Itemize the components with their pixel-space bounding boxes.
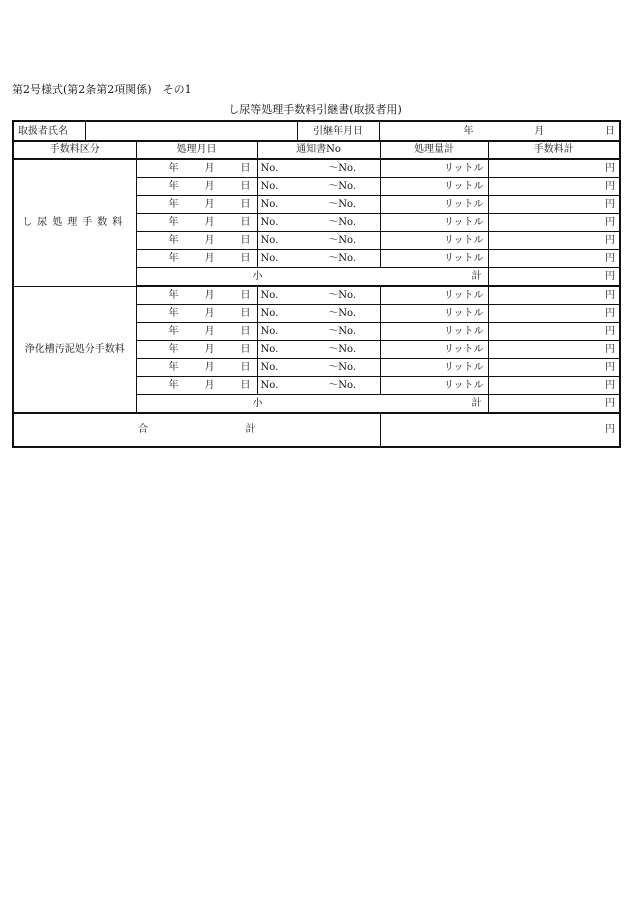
fee-cell[interactable]: 円 xyxy=(488,196,620,214)
table-row xyxy=(13,286,620,305)
volume-cell[interactable]: リットル xyxy=(380,377,488,395)
header-fee-category: 手数料区分 xyxy=(13,141,136,160)
volume-cell[interactable]: リットル xyxy=(380,286,488,305)
volume-cell[interactable]: リットル xyxy=(380,359,488,377)
grand-total-label: 合 計 xyxy=(13,413,380,447)
month-unit: 月 xyxy=(534,125,545,137)
notice-no-cell[interactable]: No. 〜No. xyxy=(257,359,380,377)
notice-no-cell[interactable]: No. 〜No. xyxy=(257,159,380,178)
subtotal-amount[interactable]: 円 xyxy=(488,395,620,414)
process-date-cell[interactable]: 年 月 日 xyxy=(136,286,257,305)
notice-no-cell[interactable]: No. 〜No. xyxy=(257,178,380,196)
header-volume-total: 処理量計 xyxy=(380,141,488,160)
volume-cell[interactable]: リットル xyxy=(380,232,488,250)
fee-cell[interactable]: 円 xyxy=(488,323,620,341)
fee-cell[interactable]: 円 xyxy=(488,214,620,232)
process-date-cell[interactable]: 年 月 日 xyxy=(136,214,257,232)
process-date-cell[interactable]: 年 月 日 xyxy=(136,159,257,178)
fee-cell[interactable]: 円 xyxy=(488,232,620,250)
notice-no-cell[interactable]: No. 〜No. xyxy=(257,377,380,395)
handover-date-field[interactable] xyxy=(379,121,620,141)
header-notice-no: 通知書No xyxy=(257,141,380,160)
subtotal-label: 小 計 xyxy=(136,268,488,287)
process-date-cell[interactable]: 年 月 日 xyxy=(136,377,257,395)
process-date-cell[interactable]: 年 月 日 xyxy=(136,196,257,214)
notice-no-cell[interactable]: No. 〜No. xyxy=(257,286,380,305)
process-date-cell[interactable]: 年 月 日 xyxy=(136,232,257,250)
process-date-cell[interactable]: 年 月 日 xyxy=(136,250,257,268)
fee-cell[interactable]: 円 xyxy=(488,286,620,305)
header-fee-total: 手数料計 xyxy=(488,141,620,160)
volume-cell[interactable]: リットル xyxy=(380,250,488,268)
notice-no-cell[interactable]: No. 〜No. xyxy=(257,323,380,341)
section-label-1: 浄化槽汚泥処分手数料 xyxy=(13,286,136,413)
header-process-date: 処理月日 xyxy=(136,141,257,160)
section-label-0: し尿処理手数料 xyxy=(13,159,136,286)
handover-date-label: 引継年月日 xyxy=(297,121,379,141)
year-unit: 年 xyxy=(463,125,474,137)
volume-cell[interactable]: リットル xyxy=(380,341,488,359)
volume-cell[interactable]: リットル xyxy=(380,305,488,323)
process-date-cell[interactable]: 年 月 日 xyxy=(136,305,257,323)
notice-no-cell[interactable]: No. 〜No. xyxy=(257,305,380,323)
handler-info-table xyxy=(12,120,621,142)
notice-no-cell[interactable]: No. 〜No. xyxy=(257,250,380,268)
day-unit: 日 xyxy=(605,125,615,137)
process-date-cell[interactable]: 年 月 日 xyxy=(136,341,257,359)
fee-cell[interactable]: 円 xyxy=(488,305,620,323)
form-number: 第2号様式(第2条第2項関係) その1 xyxy=(12,83,192,96)
process-date-cell[interactable]: 年 月 日 xyxy=(136,178,257,196)
fee-cell[interactable]: 円 xyxy=(488,178,620,196)
fee-cell[interactable]: 円 xyxy=(488,377,620,395)
notice-no-cell[interactable]: No. 〜No. xyxy=(257,232,380,250)
table-header-row xyxy=(13,141,620,160)
fee-table xyxy=(12,140,621,448)
handler-name-field[interactable] xyxy=(85,121,297,141)
volume-cell[interactable]: リットル xyxy=(380,214,488,232)
subtotal-label: 小 計 xyxy=(136,395,488,414)
volume-cell[interactable]: リットル xyxy=(380,178,488,196)
notice-no-cell[interactable]: No. 〜No. xyxy=(257,341,380,359)
grand-total-amount[interactable]: 円 xyxy=(380,413,620,447)
fee-cell[interactable]: 円 xyxy=(488,341,620,359)
fee-cell[interactable]: 円 xyxy=(488,159,620,178)
notice-no-cell[interactable]: No. 〜No. xyxy=(257,196,380,214)
table-row xyxy=(13,159,620,178)
notice-no-cell[interactable]: No. 〜No. xyxy=(257,214,380,232)
process-date-cell[interactable]: 年 月 日 xyxy=(136,359,257,377)
process-date-cell[interactable]: 年 月 日 xyxy=(136,323,257,341)
volume-cell[interactable]: リットル xyxy=(380,323,488,341)
volume-cell[interactable]: リットル xyxy=(380,159,488,178)
grand-total-row xyxy=(13,413,620,447)
fee-cell[interactable]: 円 xyxy=(488,250,620,268)
handler-name-label: 取扱者氏名 xyxy=(13,121,85,141)
fee-cell[interactable]: 円 xyxy=(488,359,620,377)
volume-cell[interactable]: リットル xyxy=(380,196,488,214)
subtotal-amount[interactable]: 円 xyxy=(488,268,620,287)
document-title: し尿等処理手数料引継書(取扱者用) xyxy=(228,103,402,116)
